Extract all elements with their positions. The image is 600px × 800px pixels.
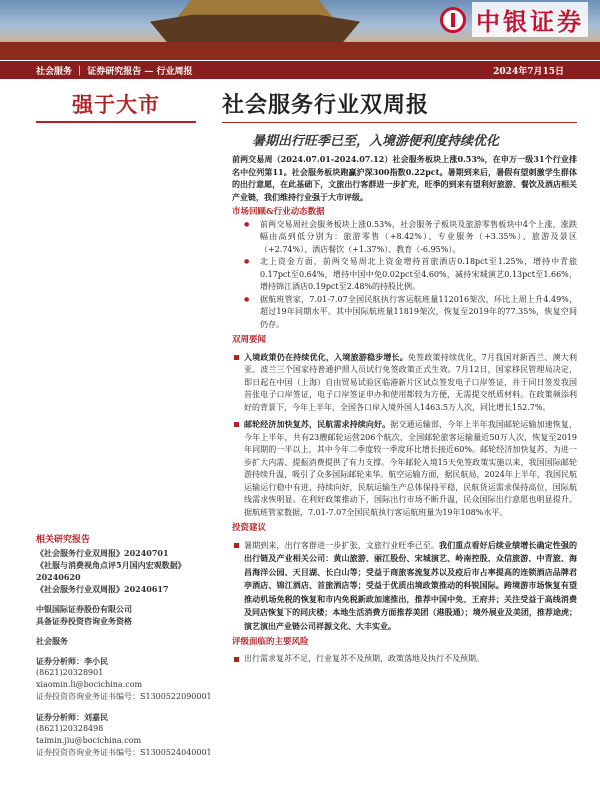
main-content: [232, 153, 577, 665]
company-qualification: 具备证券投资咨询业务资格: [36, 616, 132, 626]
meta-bar: [0, 61, 600, 79]
market-bullet: ● 北上资金方面，前两交易周北上资金增持首旅酒店0.18pct至1.25%，增持中青旅0.17pct至0.64%，增持中国中免0.02pct至4.60%，减持宋城演艺0.13pct至1.66%，增持锦江酒店0.19pct至2.48%的持股比例。: [232, 256, 577, 294]
news-bullet-lead: 邮轮经济加快复苏，民航需求持续向好。: [244, 419, 391, 429]
analyst-2-phone: (8621)20328498: [36, 724, 104, 733]
analyst-1-name: 证券分析师：李小民: [36, 656, 108, 666]
section-news-title: 双周要闻: [232, 335, 267, 345]
section-investment-title: 投资建议: [232, 523, 267, 533]
analyst-2-name: 证券分析师：刘嘉民: [36, 712, 108, 722]
investment-bullet-body: 我们重点看好后续业绩增长确定性强的出行链及产业相关公司：黄山旅游、丽江股份、宋城演艺、岭南控股、众信旅游、中青旅、海昌海洋公园、天目湖、长白山等；受益于商旅客流复苏以及疫后市占率提高的连锁酒店品牌君亭酒店、锦江酒店、首旅酒店等；受益于优质出境政策推动的科锐国际。跨境游市场恢复有望推动机场免税的恢复和市内免税新政加速推出，推荐中国中免、王府井；关注受益于高线消费及同店恢复下的同庆楼；本地生活消费方面推荐美团（港股通）；境外展业及美团，推荐途虎；演艺演出产业链公司祥源文化、大丰实业。: [244, 539, 577, 631]
risk-bullet: 出行需求复苏不足，行业复苏不及预期，政策落地及执行不及预期。: [232, 653, 577, 666]
title-divider: [222, 122, 577, 123]
investment-bullet: [232, 539, 577, 634]
summary-paragraph: 前两交易周（2024.07.01-2024.07.12）社会服务板块上涨0.53%，在申万一级31个行业排名中位列第11。社会服务板块跑赢沪深300指数0.22pct。暑期到来后，暑假有望刺激学生群体的出行意愿，在此基础下，文旅出行客群进一步扩充，旺季的到来有望利好旅游、餐饮及酒店相关产业链，我们维持行业强于大市评级。: [232, 154, 577, 202]
palace-wall: [0, 42, 600, 60]
section-risk-title: 评级面临的主要风险: [232, 637, 309, 647]
analyst-2-email[interactable]: taimin.jiu@bocichina.com: [36, 736, 142, 745]
analyst-2-cert: 证券投资咨询业务证书编号：S1300524040001: [36, 748, 212, 757]
news-bullet-lead: 入境政策仍在持续优化，入境旅游稳步增长。: [244, 351, 408, 362]
analyst-1-phone: (8621)20328901: [36, 668, 104, 677]
news-bullet-body: 据交通运输部，今年上半年我国邮轮运输加速恢复，今年上半年，共有23艘邮轮运营206个航次，全国邮轮旅客运输量近50万人次，恢复至2019年同期的一半以上，其中今年二季度较一季度环比增长接近60%。邮轮经济加快复苏，为进一步扩大内需、提振消费提供了有力支撑。今年邮轮入境15天免签政策实施以来，我国国际邮轮游持续升温，吸引了众多国际邮轮来华。航空运输方面，据民航局，2024年上半年，我国民航运输运行稳中有进、持续向好，民航运输生产总体保持平稳，民航货运需求保持高位，国际航线需求恢明显。在利好政策推动下，国际出行市场不断升温，民众国际出行意愿也明显提升。据航班管家数据，7.01-7.07全国民航执行客运航班量为19年108%水平。: [244, 420, 577, 517]
section-market-review-title: 市场回顾&行业动态数据: [232, 207, 325, 217]
news-bullet: [232, 351, 577, 415]
logo-text: 中银证券: [472, 2, 588, 37]
related-reports-title: 相关研究报告: [36, 535, 91, 545]
page-subtitle: 暑期出行旺季已至，入境游便利度持续优化: [252, 134, 500, 149]
company-name: 中银国际证券股份有限公司: [36, 604, 132, 614]
sidebar: [36, 534, 216, 759]
market-bullet: ● 前两交易周社会服务板块上涨0.53%，社会服务子板块及旅游零售板块中4个上涨，涨跌幅由高到低分别为：旅游零售（+8.42%）、专业服务（+3.35%）、旅游及景区（+2.74%）、酒店餐饮（+1.37%）、教育（-6.95%）。: [232, 219, 577, 257]
related-report[interactable]: 《社会服务行业双周报》20240617: [36, 584, 169, 594]
investment-bullet-lead: 暑期到来，出行客群进一步扩张，文旅行业旺季已至。: [244, 540, 439, 550]
market-bullet: ● 据航班管家，7.01-7.07全国民航执行客运航班量112016架次，环比上周上升4.49%，超过19年同期水平。其中国际航班量11819架次，恢复至2019年的77.35%，恢复空间仍存。: [232, 294, 577, 332]
analyst-1-cert: 证券投资咨询业务证书编号：S1300522090001: [36, 692, 212, 701]
news-bullet-body: 免签政策持续优化，7月我国对新西兰、澳大利亚、波兰三个国家持普通护照人员试行免签政策正式生效。7月12日，国家移民管理局决定，即日起在中国（上海）自由贸易试验区临港新片区试点签发电子口岸签证，并于同日签发我国首张电子口岸签证，电子口岸签证申办和使用都较为方便，无需提交纸质材料。在政策频添利好的背景下，今年上半年，全国各口岸入境外国人1463.5万人次，同比增长152.7%。: [244, 352, 577, 412]
header-banner: [0, 0, 600, 60]
report-category: 社会服务 ｜ 证券研究报告 — 行业周报: [36, 66, 193, 77]
analyst-1-email[interactable]: xiaomin.li@bocichina.com: [36, 680, 143, 689]
news-bullet: [232, 418, 577, 519]
page-title: 社会服务行业双周报: [222, 92, 430, 118]
brand-logo: [440, 2, 588, 37]
rating-label: 强于大市: [36, 87, 196, 123]
report-date: 2024年7月15日: [493, 66, 564, 77]
industry-label: 社会服务: [36, 636, 68, 646]
boc-logo-icon: [440, 7, 466, 33]
related-report[interactable]: 《社服与消费视角点评5月国内宏观数据》20240620: [36, 560, 186, 582]
related-report[interactable]: 《社会服务行业双周报》20240701: [36, 548, 169, 558]
